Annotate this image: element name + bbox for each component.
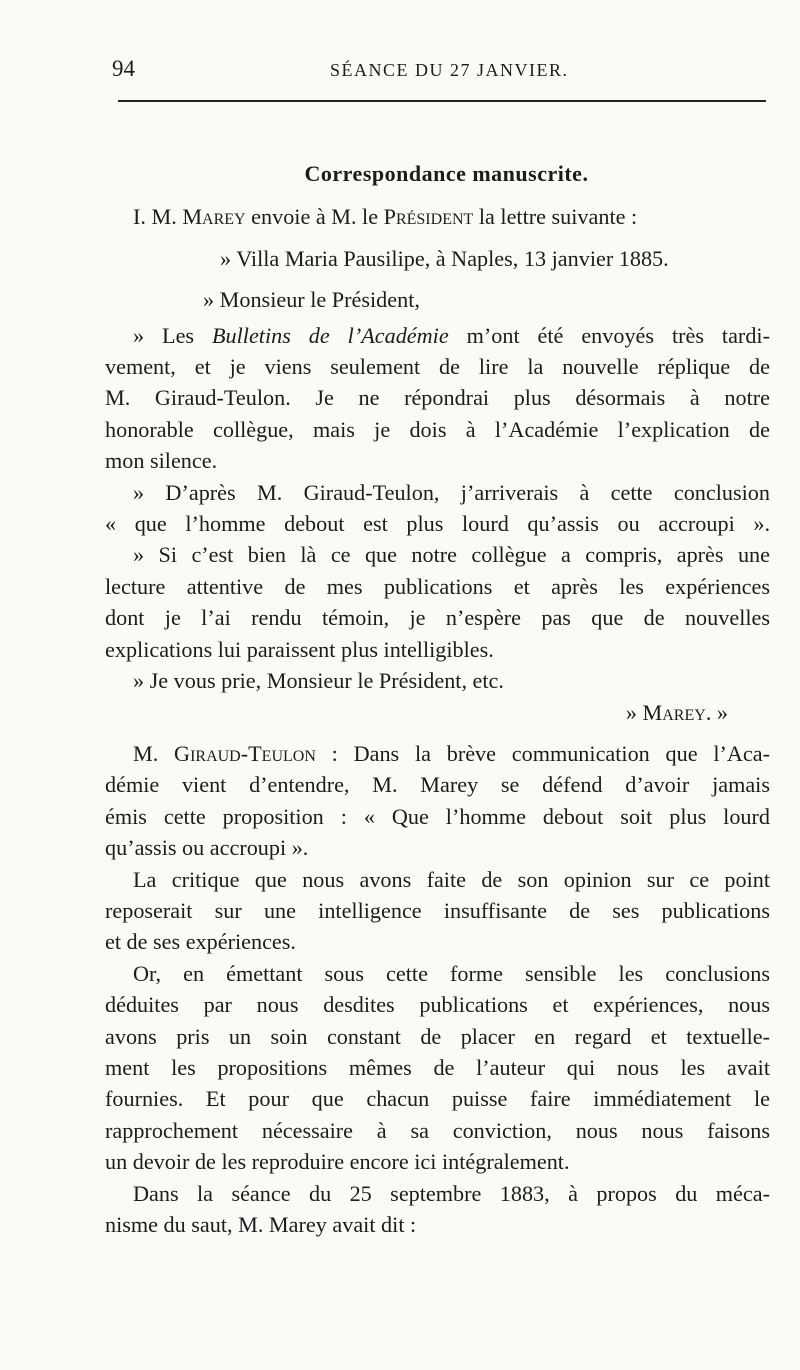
reply-paragraph-4 [105,1178,770,1241]
text-line: et de ses expériences. [105,929,296,955]
text-line: M. Giraud-Teulon. Je ne répondrai plus désormais à notre [105,385,770,411]
intro-text-a: I. M. [133,204,183,230]
text-line: « que l’homme debout est plus lourd qu’assis ou accroupi ». [105,511,770,537]
letter-place-date: » Villa Maria Pausilipe, à Naples, 13 janvier 1885. [220,245,669,271]
intro-name-marey: Marey [182,204,246,230]
text-line: démie vient d’entendre, M. Marey se défend d’avoir jamais [105,772,770,798]
reply-paragraph-3 [105,958,770,1178]
intro-text-e: la lettre suivante : [473,204,638,230]
reply-paragraph-1 [105,738,770,864]
page-body [105,155,770,1240]
text-line: Or, en émettant sous cette forme sensible les conclusions [133,960,770,986]
text-line: ment les propositions mêmes de l’auteur qui nous les avait [105,1054,770,1080]
text-line: nisme du saut, M. Marey avait dit : [105,1212,417,1237]
text-line: lecture attentive de mes publications et après les expériences [105,573,770,599]
text-line: mon silence. [105,448,218,474]
letter-salutation: » Monsieur le Président, [203,287,420,313]
text-line: émis cette proposition : « Que l’homme debout soit plus lourd [105,803,770,829]
text-line: fournies. Et pour que chacun puisse faire immédiatement le [105,1086,770,1112]
text-line: honorable collègue, mais je dois à l’Académie l’explication de [105,416,770,442]
text-line: » Si c’est bien là ce que notre collègue a compris, après une [133,542,770,568]
text-line: M. Giraud-Teulon : Dans la brève communication que l’Aca- [133,740,771,766]
text-line: explications lui paraissent plus intelligibles. [105,636,494,662]
text-line: qu’assis ou accroupi ». [105,835,309,861]
page-number: 94 [112,56,135,81]
letter-intro [105,201,770,232]
signature-marey: Marey [642,699,706,725]
text-line: » D’après M. Giraud-Teulon, j’arriverais à cette conclusion [133,479,770,505]
text-line: déduites par nous desdites publications et expériences, nous [105,992,770,1018]
letter-paragraph-3 [105,539,770,665]
text-line: un devoir de les reproduire encore ici intégralement. [105,1149,570,1175]
intro-president: Président [383,204,474,230]
intro-text-c: envoie à M. le [245,204,384,230]
text-line: reposerait sur une intelligence insuffisante de ses publications [105,897,770,923]
speaker-giraud-teulon: Giraud-Teulon [174,740,316,766]
text-line: » Les Bulletins de l’Académie m’ont été envoyés très tardi- [133,322,770,348]
header-rule [118,100,766,102]
letter-paragraph-2 [105,477,770,540]
letter-paragraph-1 [105,320,770,477]
letter-closing: » Je vous prie, Monsieur le Président, etc. [133,668,504,694]
bulletins-title: Bulletins de l’Académie [211,322,449,348]
text-line: Dans la séance du 25 septembre 1883, à propos du méca- [133,1180,770,1206]
page-header [0,52,800,92]
section-title: Correspondance manuscrite. [304,161,589,186]
text-line: avons pris un soin constant de placer en regard et textuelle- [105,1023,770,1049]
text-line: dont je l’ai rendu témoin, je n’espère pas que de nouvelles [105,605,770,631]
letter-signature: » Marey. » [625,699,728,725]
text-line: La critique que nous avons faite de son opinion sur ce point [133,866,770,892]
text-line: vement, et je viens seulement de lire la nouvelle réplique de [105,354,770,380]
text-line: rapprochement nécessaire à sa conviction, nous nous faisons [105,1117,770,1143]
reply-paragraph-2 [105,864,770,958]
running-head: SÉANCE DU 27 JANVIER. [330,60,569,80]
